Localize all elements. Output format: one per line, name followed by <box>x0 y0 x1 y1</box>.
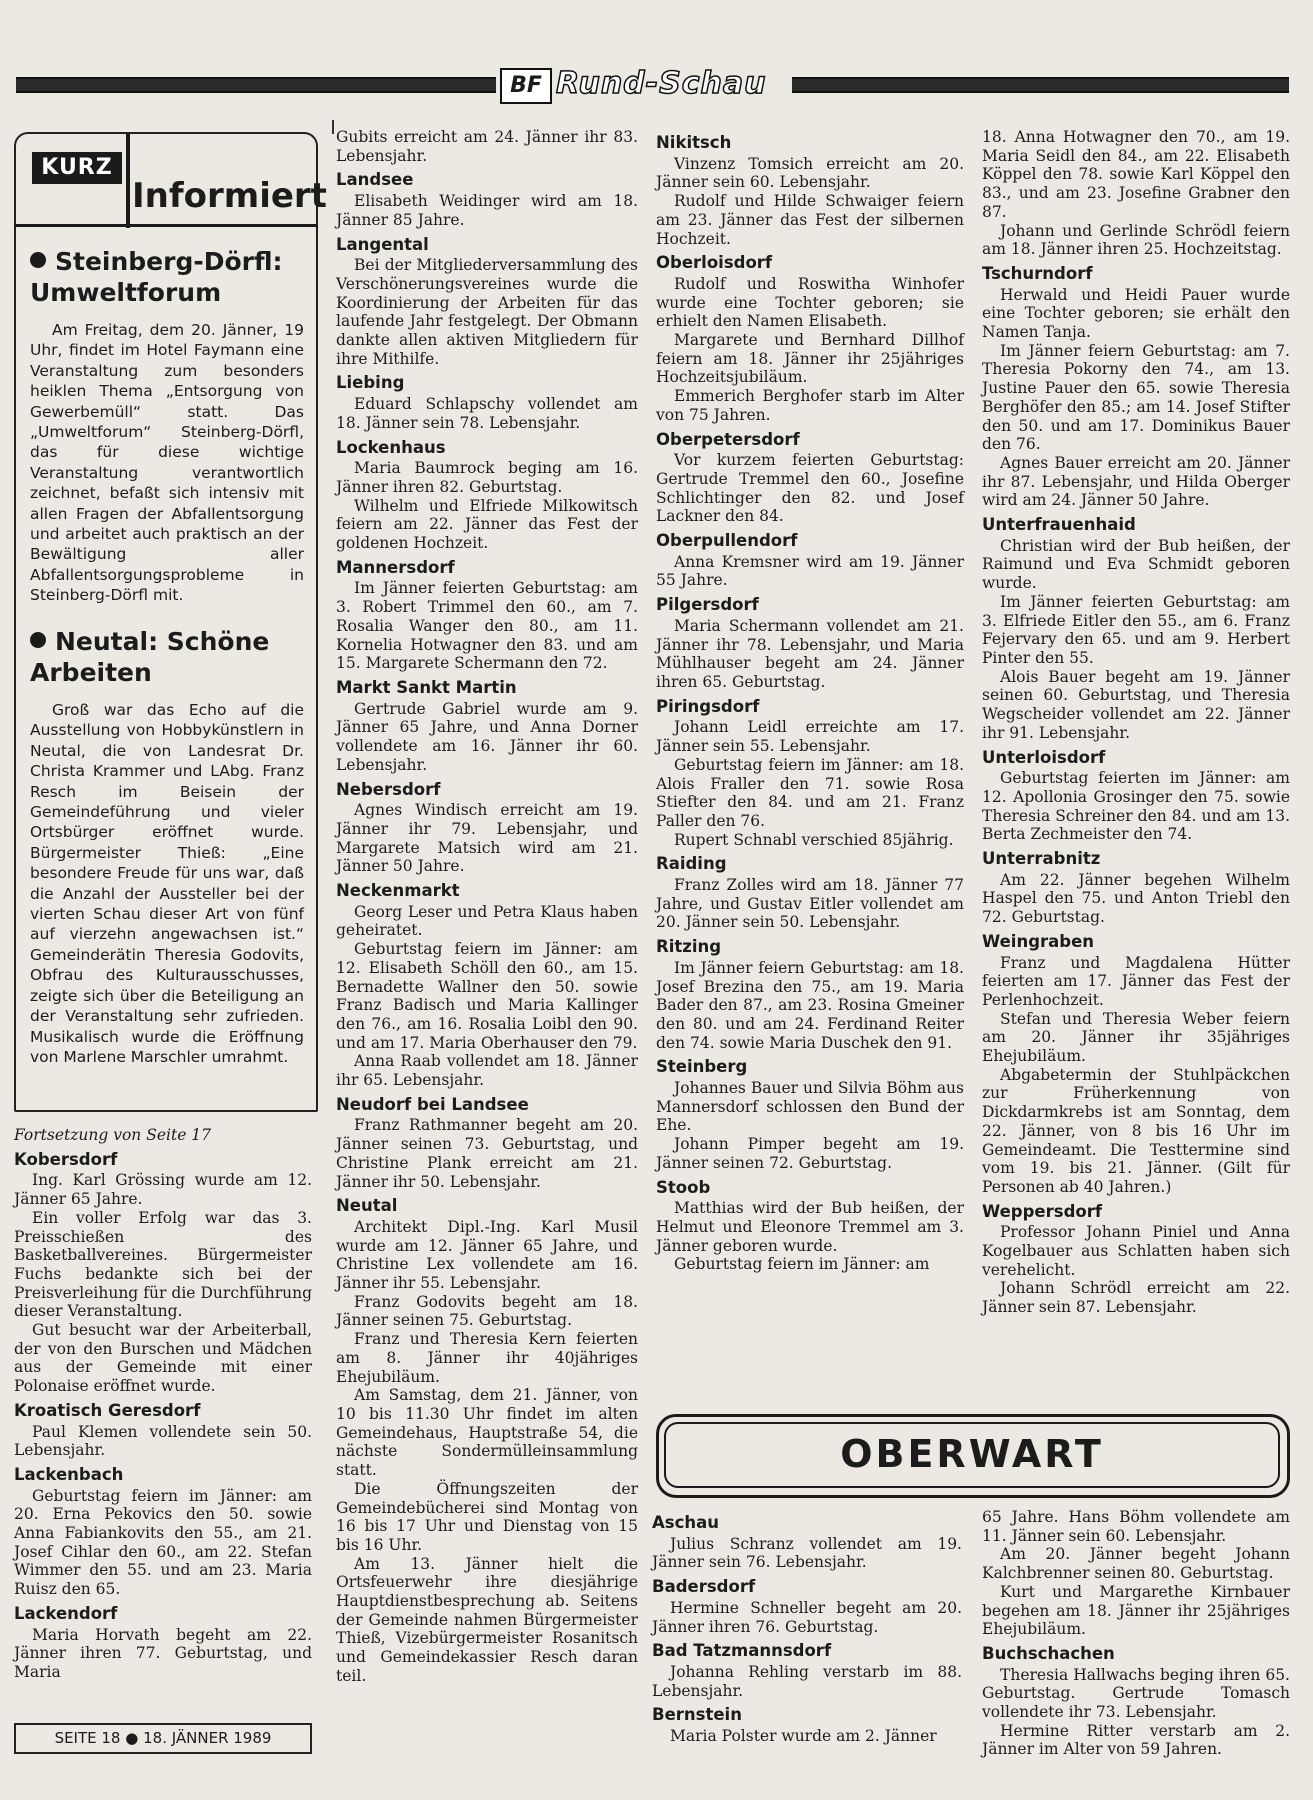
masthead-logo <box>500 66 790 102</box>
news-paragraph: Maria Baumrock beging am 16. Jänner ihren 82. Geburtstag. <box>336 459 638 496</box>
locality-heading: Oberloisdorf <box>656 253 773 273</box>
page-footer: SEITE 18 ● 18. JÄNNER 1989 <box>14 1723 312 1754</box>
locality-heading: Unterloisdorf <box>982 747 1106 767</box>
news-paragraph: Maria Schermann vollendet am 21. Jänner ihr 78. Lebensjahr, und Maria Mühlhauser begeht am 24. Jänner ihren 65. Geburtstag. <box>656 616 964 691</box>
news-paragraph: Agnes Windisch erreicht am 19. Jänner ihr 79. Lebensjahr, und Margarete Matsich wird am 21. Jänner 50 Jahre. <box>336 801 638 876</box>
column-4 <box>982 128 1290 1317</box>
news-paragraph: Franz Godovits begeht am 18. Jänner seinen 75. Geburtstag. <box>336 1292 638 1330</box>
bullet-icon <box>30 632 46 648</box>
news-paragraph: Eduard Schlapschy vollendet am 18. Jänner sein 78. Lebensjahr. <box>336 395 638 432</box>
locality-heading: Weppersdorf <box>982 1201 1103 1221</box>
locality-heading: Kroatisch Geresdorf <box>14 1400 201 1420</box>
news-paragraph: Ein voller Erfolg war das 3. Preisschießen des Basketballvereines. Bürgermeister Fuchs bedankte sich bei der Preisverleihung für die Durchführung dieser Veranstaltung. <box>14 1208 312 1321</box>
logo-title: Rund-Schau <box>556 66 767 101</box>
kurz-item-2 <box>30 626 304 1067</box>
locality-heading: Weingraben <box>982 931 1095 951</box>
locality-heading: Ritzing <box>656 937 722 957</box>
column-2 <box>336 128 638 1686</box>
masthead-rule-right <box>792 77 1289 93</box>
news-paragraph: Architekt Dipl.-Ing. Karl Musil wurde am 12. Jänner 65 Jahre, und Christine Lex vollendete am 16. Jänner ihr 55. Lebensjahr. <box>336 1217 638 1293</box>
kurz-heading-word: Informiert <box>132 176 327 216</box>
news-paragraph: Maria Polster wurde am 2. Jänner <box>670 1727 937 1746</box>
news-paragraph: Geburtstag feiern im Jänner: am <box>674 1255 930 1274</box>
news-paragraph: Geburtstag feiern im Jänner: am 20. Erna Pekovics den 50. sowie Anna Fabiankovits den 55., am 21. Josef Cihlar den 60., am 22. Stefan Wimmer den 55. und am 23. Maria Ruisz den 65. <box>14 1486 312 1599</box>
news-paragraph: Maria Horvath begeht am 22. Jänner ihren 77. Geburtstag, und Maria <box>14 1625 312 1681</box>
locality-heading: Lackenbach <box>14 1464 124 1484</box>
locality-heading: Buchschachen <box>982 1643 1115 1663</box>
news-paragraph: Agnes Bauer erreicht am 20. Jänner ihr 87. Lebensjahr, und Hilda Oberger wird am 24. Jänner 50 Jahre. <box>982 453 1290 510</box>
news-paragraph: Anna Kremsner wird am 19. Jänner 55 Jahre. <box>656 552 964 590</box>
locality-heading: Raiding <box>656 854 727 874</box>
locality-heading: Nebersdorf <box>336 779 441 799</box>
oberwart-column-right <box>982 1508 1290 1759</box>
kurz-item-text: Groß war das Echo auf die Ausstellung von Hobbykünstlern in Neutal, die von Landesrat Dr. Christa Krammer und LAbg. Franz Resch im Beisein der Gemeindeführung und vieler Ortsbürger eröffnet wurde. Bürgermeister Thieß: „Eine besondere Freude für uns war, daß die Anzahl der Aussteller bei der vierten Schau dieser Art von fünf auf vierzehn angewachsen ist.“ Gemeinderätin Theresia Godovits, Obfrau des Kulturausschusses, zeigte sich über die Beteiligung an der Veranstaltung sehr zufrieden. Musikalisch wurde die Eröffnung von Marlene Marschler umrahmt. <box>30 701 304 1066</box>
column-marker <box>332 120 334 134</box>
news-paragraph: Alois Bauer begeht am 19. Jänner seinen 60. Geburtstag, und Theresia Wegscheider vollendet am 22. Jänner ihr 91. Lebensjahr. <box>982 667 1290 742</box>
news-paragraph: Georg Leser und Petra Klaus haben geheiratet. <box>336 902 638 940</box>
news-paragraph: Am 13. Jänner hielt die Ortsfeuerwehr ihre diesjährige Hauptdienstbesprechung ab. Seitens der Gemeinde nahmen Bürgermeister Thieß, Vizebürgermeister Rosanitsch und Gemeindekassier Resch daran teil. <box>336 1554 638 1685</box>
news-paragraph: Die Öffnungszeiten der Gemeindebücherei sind Montag von 16 bis 17 Uhr und Dienstag von 15 bis 16 Uhr. <box>336 1479 638 1554</box>
news-paragraph: Elisabeth Weidinger wird am 18. Jänner 85 Jahre. <box>336 192 638 229</box>
news-paragraph: Am Samstag, dem 21. Jänner, von 10 bis 11.30 Uhr findet im alten Gemeindehaus, Hauptstraße 54, die nächste Sondermülleinsammlung statt. <box>336 1386 638 1480</box>
news-paragraph: Christian wird der Bub heißen, der Raimund und Eva Schmidt geboren wurde. <box>982 536 1290 593</box>
oberwart-banner <box>656 1414 1288 1496</box>
locality-heading: Lockenhaus <box>336 437 446 457</box>
locality-heading: Kobersdorf <box>14 1149 118 1169</box>
locality-heading: Aschau <box>652 1513 719 1532</box>
news-paragraph: Franz und Magdalena Hütter feierten am 17. Jänner das Fest der Perlenhochzeit. <box>982 953 1290 1009</box>
news-paragraph: Hermine Schneller begeht am 20. Jänner ihren 76. Geburtstag. <box>652 1598 962 1636</box>
locality-heading: Oberpullendorf <box>656 531 798 551</box>
news-paragraph: Abgabetermin der Stuhlpäckchen zur Früherkennung von Dickdarmkrebs ist am Sonntag, dem 22. Jänner, von 8 bis 16 Uhr im Gemeindeamt. Die Testtermine sind vom 19. bis 21. Jänner. (Gilt für Personen ab 40 Jahren.) <box>982 1065 1290 1196</box>
news-paragraph: Anna Raab vollendet am 18. Jänner ihr 65. Lebensjahr. <box>336 1052 638 1090</box>
news-paragraph: Vinzenz Tomsich erreicht am 20. Jänner sein 60. Lebensjahr. <box>656 154 964 192</box>
news-paragraph: Im Jänner feierten Geburtstag: am 3. Elfriede Eitler den 55., am 6. Franz Fejervary den 65. und am 9. Herbert Pinter den 55. <box>982 592 1290 667</box>
kurz-item-title: Steinberg-Dörfl: Umweltforum <box>30 247 283 307</box>
locality-heading: Oberpetersdorf <box>656 429 800 449</box>
news-paragraph: Emmerich Berghofer starb im Alter von 75 Jahren. <box>656 387 964 424</box>
news-paragraph: Im Jänner feierten Geburtstag: am 3. Robert Trimmel den 60., am 7. Rosalia Wanger den 80., am 11. Kornelia Hotwagner den 83. und am 15. Margarete Schermann den 72. <box>336 579 638 673</box>
news-paragraph: Im Jänner feiern Geburtstag: am 18. Josef Brezina den 75., am 19. Maria Bader den 87., am 23. Rosina Gmeiner den 80. und am 24. Ferdinand Reiter den 74. sowie Maria Duschek den 91. <box>656 958 964 1052</box>
kurz-item-title: Neutal: Schöne Arbeiten <box>30 627 270 687</box>
locality-heading: Nikitsch <box>656 133 732 152</box>
news-paragraph: Im Jänner feiern Geburtstag: am 7. Theresia Pokorny den 74., am 13. Justine Pauer den 65. sowie Theresia Berghöfer den 85.; am 14. Josef Stifter den 50. und am 17. Dominikus Bauer den 76. <box>982 341 1290 454</box>
kurz-item-1 <box>30 246 304 606</box>
news-paragraph: Wilhelm und Elfriede Milkowitsch feiern am 22. Jänner das Fest der goldenen Hochzeit. <box>336 496 638 553</box>
locality-heading: Landsee <box>336 170 414 190</box>
locality-heading: Neckenmarkt <box>336 881 460 901</box>
column-3 <box>656 128 964 1274</box>
kurz-item-text: Am Freitag, dem 20. Jänner, 19 Uhr, findet im Hotel Faymann eine Veranstaltung zum besonders heiklen Thema „Entsorgung von Gewerbemüll“ statt. Das „Umweltforum“ Steinberg-Dörfl, das für diese wichtige Veranstaltung verantwortlich zeichnet, befaßt sich intensiv mit allen Fragen der Abfallentsorgung und arbeitet auch praktisch an der Bewältigung aller Abfallentsorgungsprobleme in Steinberg-Dörfl mit. <box>30 321 304 605</box>
news-paragraph: Herwald und Heidi Pauer wurde eine Tochter geboren; sie erhält den Namen Tanja. <box>982 285 1290 342</box>
news-paragraph: Franz Zolles wird am 18. Jänner 77 Jahre, und Gustav Eitler vollendet am 20. Jänner sein 50. Lebensjahr. <box>656 876 964 932</box>
news-paragraph: Julius Schranz vollendet am 19. Jänner sein 76. Lebensjahr. <box>652 1534 962 1572</box>
news-paragraph: Geburtstag feiern im Jänner: am 12. Elisabeth Schöll den 60., am 15. Bernadette Wallner den 50. sowie Franz Badisch und Maria Kallinger den 76., am 16. Rosalia Loibl den 90. und am 17. Maria Oberhauser den 79. <box>336 940 638 1052</box>
news-paragraph: Stefan und Theresia Weber feiern am 20. Jänner ihr 35jähriges Ehejubiläum. <box>982 1009 1290 1066</box>
news-paragraph: Johanna Rehling verstarb im 88. Lebensjahr. <box>652 1662 962 1700</box>
oberwart-title: OBERWART <box>840 1432 1104 1476</box>
news-paragraph: Johannes Bauer und Silvia Böhm aus Mannersdorf schlossen den Bund der Ehe. <box>656 1079 964 1135</box>
column-lead: 18. Anna Hotwagner den 70., am 19. Maria Seidl den 84., am 22. Elisabeth Köppel den 78. sowie Karl Köppel den 83., und am 23. Josefine Grabner den 87. <box>982 128 1290 221</box>
locality-heading: Liebing <box>336 373 405 393</box>
locality-heading: Pilgersdorf <box>656 595 759 615</box>
news-paragraph: Rudolf und Roswitha Winhofer wurde eine Tochter geboren; sie erhielt den Namen Elisabeth. <box>656 274 964 331</box>
news-paragraph: Geburtstag feiern im Jänner: am 18. Alois Fraller den 71. sowie Rosa Stiefter den 84. und am 21. Franz Paller den 76. <box>656 755 964 830</box>
locality-heading: Mannersdorf <box>336 557 455 577</box>
news-paragraph: Kurt und Margarethe Kirnbauer begehen am 18. Jänner ihr 25jähriges Ehejubiläum. <box>982 1582 1290 1639</box>
column-1 <box>14 1126 312 1682</box>
locality-heading: Langental <box>336 234 429 254</box>
locality-heading: Piringsdorf <box>656 696 760 716</box>
continuation-note: Fortsetzung von Seite 17 <box>14 1126 212 1144</box>
news-paragraph: Theresia Hallwachs beging ihren 65. Geburtstag. Gertrude Tomasch vollendete ihr 73. Lebensjahr. <box>982 1665 1290 1722</box>
news-paragraph: Margarete und Bernhard Dillhof feiern am 18. Jänner ihr 25jähriges Hochzeitsjubiläum. <box>656 331 964 387</box>
locality-heading: Bernstein <box>652 1705 742 1725</box>
news-paragraph: Hermine Ritter verstarb am 2. Jänner im Alter von 59 Jahren. <box>982 1721 1290 1759</box>
kurz-tag: KURZ <box>32 152 122 184</box>
news-paragraph: Professor Johann Piniel und Anna Kogelbauer aus Schlatten haben sich verehelicht. <box>982 1223 1290 1279</box>
locality-heading: Markt Sankt Martin <box>336 677 517 697</box>
news-paragraph: Franz und Theresia Kern feierten am 8. Jänner ihr 40jähriges Ehejubiläum. <box>336 1330 638 1386</box>
news-paragraph: Paul Klemen vollendete sein 50. Lebensjahr. <box>14 1422 312 1460</box>
logo-initials: BF <box>500 68 552 104</box>
news-paragraph: Am 22. Jänner begehen Wilhelm Haspel den 75. und Anton Triebl den 72. Geburtstag. <box>982 870 1290 927</box>
locality-heading: Steinberg <box>656 1057 748 1077</box>
locality-heading: Unterrabnitz <box>982 849 1101 869</box>
news-paragraph: Matthias wird der Bub heißen, der Helmut und Eleonore Tremmel am 3. Jänner geboren wurde. <box>656 1199 964 1255</box>
locality-heading: Lackendorf <box>14 1603 118 1623</box>
news-paragraph: Johann Schrödl erreicht am 22. Jänner sein 87. Lebensjahr. <box>982 1279 1290 1317</box>
news-paragraph: Franz Rathmanner begeht am 20. Jänner seinen 73. Geburtstag, und Christine Plank erreicht am 21. Jänner ihr 50. Lebensjahr. <box>336 1116 638 1191</box>
locality-heading: Stoob <box>656 1177 711 1197</box>
news-paragraph: Vor kurzem feierten Geburtstag: Gertrude Tremmel den 60., Josefine Schlichtinger den 82. und Josef Lackner den 84. <box>656 451 964 526</box>
news-paragraph: Geburtstag feierten im Jänner: am 12. Apollonia Grosinger den 75. sowie Theresia Schreiner den 84. und am 13. Berta Zechmeister den 74. <box>982 769 1290 844</box>
locality-heading: Badersdorf <box>652 1577 756 1597</box>
news-paragraph: Johann Pimper begeht am 19. Jänner seinen 72. Geburtstag. <box>656 1135 964 1172</box>
column-lead-2: Johann und Gerlinde Schrödl feiern am 18. Jänner ihren 25. Hochzeitstag. <box>982 221 1290 259</box>
kurz-rule <box>14 224 318 227</box>
locality-heading: Bad Tatzmannsdorf <box>652 1641 832 1661</box>
news-paragraph: Rudolf und Hilde Schwaiger feiern am 23. Jänner das Fest der silbernen Hochzeit. <box>656 192 964 248</box>
news-paragraph: Am 20. Jänner begeht Johann Kalchbrenner seinen 80. Geburtstag. <box>982 1545 1290 1583</box>
kurz-divider <box>126 132 130 228</box>
kurz-informiert-header <box>14 132 327 228</box>
locality-heading: Unterfrauenhaid <box>982 515 1136 535</box>
masthead-rule-left <box>16 77 496 93</box>
news-paragraph: Gut besucht war der Arbeiterball, der von den Burschen und Mädchen aus der Gemeinde mit einer Polonaise eröffnet wurde. <box>14 1321 312 1396</box>
locality-heading: Neudorf bei Landsee <box>336 1094 529 1114</box>
news-paragraph: Gertrude Gabriel wurde am 9. Jänner 65 Jahre, und Anna Dorner vollendete am 16. Jänner ihr 60. Lebensjahr. <box>336 699 638 774</box>
news-paragraph: Rupert Schnabl verschied 85jährig. <box>674 830 954 849</box>
oberwart-column-left <box>652 1508 962 1746</box>
locality-heading: Neutal <box>336 1196 398 1216</box>
news-paragraph: Johann Leidl erreichte am 17. Jänner sein 55. Lebensjahr. <box>656 718 964 756</box>
locality-heading: Tschurndorf <box>982 263 1093 283</box>
column-lead: 65 Jahre. Hans Böhm vollendete am 11. Jänner sein 60. Lebensjahr. <box>982 1508 1290 1545</box>
bullet-icon <box>30 252 46 268</box>
news-paragraph: Bei der Mitgliederversammlung des Verschönerungsvereines wurde die Koordinierung der Arbeiten für das laufende Jahr festgelegt. Der Obmann dankte allen aktiven Mitgliedern für ihre Mithilfe. <box>336 256 638 368</box>
column-lead: Gubits erreicht am 24. Jänner ihr 83. Lebensjahr. <box>336 128 638 165</box>
news-paragraph: Ing. Karl Grössing wurde am 12. Jänner 65 Jahre. <box>14 1171 312 1209</box>
